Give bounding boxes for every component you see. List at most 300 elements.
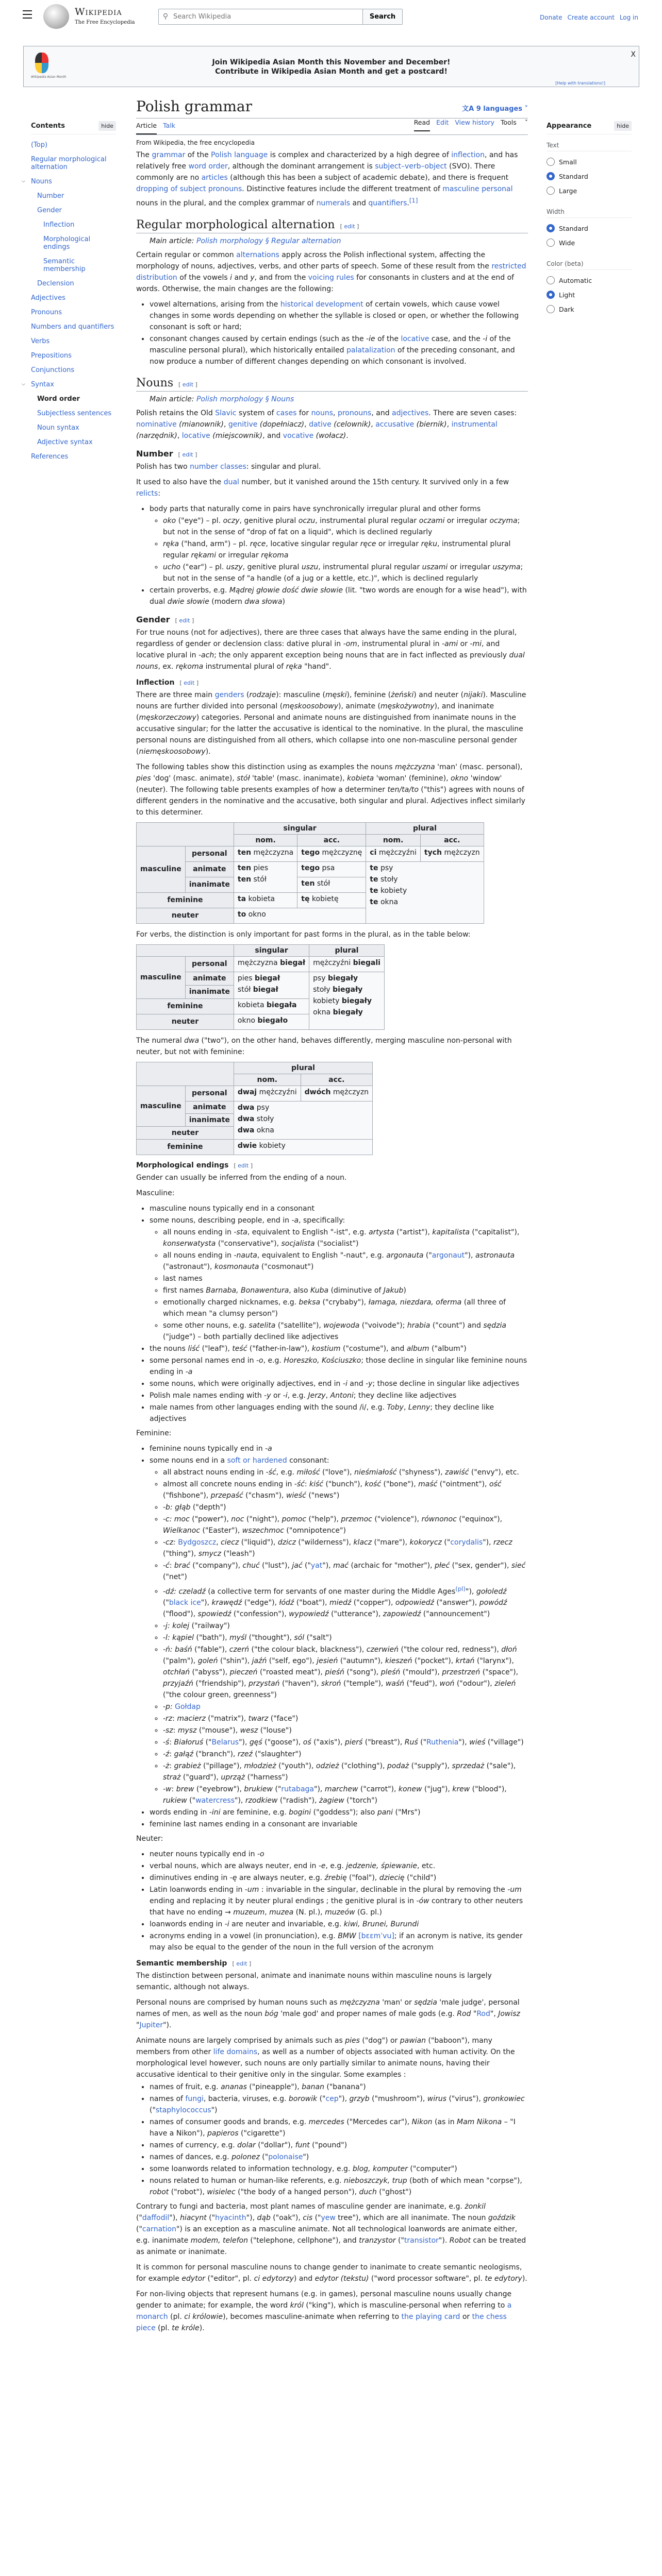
feminine-label: Feminine: [136, 1429, 172, 1437]
toc-item-label[interactable]: Syntax [31, 381, 54, 388]
toc-item[interactable] [31, 453, 116, 461]
toc-item[interactable] [31, 395, 116, 403]
row-header: personal [185, 1086, 234, 1101]
edit-link[interactable]: edit [236, 1960, 247, 1968]
toc-item[interactable] [31, 258, 116, 273]
emphasis-text: Jakub [383, 1286, 404, 1295]
inline-link[interactable]: watercress [195, 1797, 235, 1805]
emphasis-text: myśl [229, 1634, 247, 1642]
paragraph: Polish retains the Old Slavic system of cases for nouns, pronouns, and adjectives. There are seven cases: nominative (mianownik), genitive (dopełniacz), dative (celownik), accusative (biernik), instrumental (narzędnik), locative (miejscownik), and vocative (wołacz). [136, 409, 517, 440]
edit-link[interactable]: edit [184, 679, 195, 686]
emphasis-text: oś [303, 1738, 311, 1747]
tab-talk[interactable]: Talk [163, 122, 176, 129]
edit-section-link[interactable]: [ edit ] [340, 223, 359, 230]
table-form [313, 986, 380, 994]
list-item: • acronyms ending in a vowel (in pronunciation), e.g. BMW [bɛɛmˈvu]; if an acronym is native, its gender may also be equal to the gender of the noun in the full version of the acronym [150, 1930, 528, 1953]
inline-link[interactable]: locative [181, 431, 210, 440]
radio-button[interactable] [547, 158, 555, 166]
toc-item[interactable] [31, 337, 116, 345]
radio-button[interactable] [547, 187, 555, 195]
table-cell [234, 1014, 309, 1029]
inline-link[interactable]: a monarch [136, 2301, 512, 2321]
edit-link[interactable]: edit [238, 1162, 249, 1169]
emphasis-text: dzicz [277, 1538, 296, 1547]
inline-link[interactable]: the playing card [401, 2313, 460, 2321]
appearance-hide-button[interactable]: hide [614, 121, 632, 131]
appearance-radio-option[interactable] [547, 172, 632, 180]
help-translations-link[interactable]: [Help with translations!] [555, 81, 605, 86]
inline-link[interactable]: accusative [375, 420, 415, 429]
inline-link[interactable]: genitive [228, 420, 258, 429]
toc-item-label[interactable]: Numbers and quantifiers [31, 323, 114, 331]
emphasis-text: Jowisz [498, 2010, 520, 2019]
emphasis-text: -l: kąpiel [163, 1634, 194, 1642]
toc-item-label[interactable]: Subjectless sentences [37, 410, 112, 417]
page-tabs [136, 118, 528, 135]
row-header: inanimate [185, 985, 234, 998]
inline-link[interactable]: staphylococcus [155, 2106, 211, 2115]
toc-item[interactable] [22, 381, 116, 388]
toc-item[interactable] [22, 178, 116, 185]
table-form [238, 1088, 297, 1096]
tools-menu[interactable]: Tools ˅ [501, 118, 528, 134]
list-item: ◦ -ś: Białoruś ("Belarus"), gęś ("goose"), oś ("axis"), pierś ("breast"), Ruś ("Ruthenia"), wieś ("village") [163, 1737, 528, 1748]
toc-item[interactable] [31, 309, 116, 316]
emphasis-text: -a [291, 1216, 299, 1225]
edit-link[interactable]: edit [179, 617, 190, 624]
emphasis-text: spowiedź [197, 1610, 231, 1619]
row-header: feminine [137, 892, 234, 908]
table-cell [309, 956, 385, 972]
emphasis-text: bogini [289, 1808, 311, 1817]
row-header: feminine [137, 998, 234, 1014]
form-word: stół [317, 879, 330, 888]
tab-read[interactable]: Read [414, 118, 430, 131]
inline-link[interactable]: quantifiers [368, 199, 407, 208]
inline-link[interactable]: masculine personal [442, 185, 513, 193]
form-word: te [370, 875, 378, 884]
form-word: biegały [341, 996, 372, 1005]
toc-item-label[interactable]: References [31, 453, 69, 461]
appearance-header [547, 121, 632, 134]
radio-button[interactable] [547, 172, 555, 180]
emphasis-text: ci edytorzy [254, 2275, 294, 2283]
inline-link[interactable]: Polish language [211, 151, 268, 159]
inline-link[interactable]: soft or hardened [227, 1456, 287, 1465]
emphasis-text: -a [265, 1444, 272, 1453]
appearance-radio-option[interactable] [547, 276, 632, 284]
banner-message[interactable] [24, 58, 639, 76]
emphasis-text: rękoma [175, 662, 204, 671]
toc-item[interactable] [31, 141, 116, 149]
search-button[interactable]: Search [362, 9, 402, 24]
emphasis-text: oczami [419, 516, 445, 525]
form-word: kobiety [313, 996, 340, 1005]
form-word: mężczyzn [333, 1088, 369, 1096]
table-form [313, 974, 380, 982]
emphasis-text: uszyma [492, 563, 521, 571]
numeral-dwa-table [136, 1062, 373, 1155]
inline-link[interactable]: black ice [169, 1599, 201, 1607]
emphasis-text: ten/ta/to [387, 785, 419, 794]
inline-link[interactable]: the chess piece [136, 2313, 507, 2333]
emphasis-text: smycz [198, 1549, 221, 1558]
list-item: ◦ -ć: brać ("company"), chuć ("lust"), jać ("yat"), mać (archaic for "mother"), płeć ("sex, gender"), sieć ("net") [163, 1560, 528, 1583]
table-form [238, 1016, 305, 1025]
inline-link[interactable]: Bydgoszcz [178, 1538, 217, 1547]
appearance-radio-option[interactable] [547, 305, 632, 313]
inline-link[interactable]: daffodil [142, 2214, 170, 2223]
inline-link[interactable]: vocative [283, 431, 314, 440]
edit-section-link[interactable]: [ edit ] [232, 1960, 252, 1968]
radio-button[interactable] [547, 239, 555, 247]
search-icon: ⚲ [162, 12, 169, 21]
inline-link[interactable]: voicing rules [308, 273, 354, 282]
toc-item-label[interactable]: Declension [37, 280, 74, 287]
table-cell [297, 861, 366, 877]
toc-item[interactable] [31, 221, 116, 229]
inline-link[interactable]: relicts [136, 489, 158, 498]
emphasis-text: argonauta [386, 1251, 424, 1260]
list-item: • some personal names end in -o, e.g. Horeszko, Kościuszko; those decline in singular like feminine nouns ending in -a [150, 1355, 528, 1378]
toc-item-label[interactable]: Verbs [31, 337, 50, 345]
emphasis-text: Rod [457, 2010, 471, 2019]
radio-label: Standard [559, 172, 588, 180]
paragraph: It used to also have the dual number, but it vanished around the 15th century. It survived only in a few relicts: [136, 478, 509, 498]
inline-link[interactable]: dual [223, 478, 239, 486]
inline-link[interactable]: life domains [213, 2048, 258, 2057]
table-cell [234, 998, 309, 1014]
table-cell [234, 1139, 372, 1155]
inline-link[interactable]: Gołdap [175, 1703, 201, 1711]
inline-link[interactable]: argonaut [432, 1251, 465, 1260]
emphasis-text: mężczyzna [394, 762, 435, 771]
emphasis-text: (dopełniacz) [259, 420, 305, 429]
donate-link[interactable]: Donate [540, 14, 562, 21]
toc-item-label[interactable]: Gender [37, 207, 62, 214]
list-item: • Polish male names ending with -y or -i, e.g. Jerzy, Antoni; they decline like adjectives [150, 1390, 528, 1401]
chevron-down-icon[interactable]: ⌵ [22, 179, 25, 184]
search-input[interactable] [172, 9, 362, 24]
inline-link[interactable]: pronouns [337, 409, 372, 417]
toc-header [31, 121, 116, 134]
main-menu-icon[interactable] [23, 10, 32, 19]
edit-link[interactable]: edit [182, 451, 193, 458]
tab-edit[interactable]: Edit [436, 118, 449, 126]
inline-link[interactable]: word order [188, 162, 228, 171]
inline-link[interactable]: historical development [280, 300, 363, 309]
toc-item-label[interactable]: Noun syntax [37, 424, 79, 432]
emphasis-text: męskożywotny [380, 702, 435, 710]
form-word: psa [322, 863, 335, 872]
paragraph: Animate nouns are largely comprised by animals such as pies ("dog") or pawian ("baboon"), many members from other life domains, as well as a number of objects associated with human activity. On the morphological level however, such nouns are only partially similar to animate nouns, having their accusative identical to their genitive only in the singular. Some examples : [136, 2037, 515, 2079]
emphasis-text: pani [377, 1808, 393, 1817]
article-main [136, 88, 528, 2338]
table-cell [234, 861, 297, 892]
inline-link[interactable]: [bɛɛmˈvu] [358, 1932, 394, 1941]
emphasis-text: ręka [163, 539, 179, 548]
wikipedia-globe-logo[interactable] [43, 4, 69, 29]
radio-button[interactable] [547, 305, 555, 313]
emphasis-text: bóg [264, 2010, 278, 2019]
wikipedia-wordmark[interactable]: Wikipedia [75, 6, 122, 18]
radio-button[interactable] [547, 276, 555, 284]
toc-hide-button[interactable]: hide [98, 121, 116, 131]
emphasis-text: -p: [163, 1703, 175, 1711]
emphasis-text: płeć [435, 1561, 450, 1570]
table-cell [234, 1086, 301, 1101]
language-selector[interactable] [462, 103, 528, 113]
toc-item[interactable] [31, 235, 116, 251]
toc-item-label[interactable]: Adjectives [31, 294, 65, 302]
list-item: • names of dances, e.g. polonez ("polonaise") [150, 2151, 528, 2163]
inline-link[interactable]: cep [325, 2095, 339, 2104]
inline-link[interactable]: dropping of subject pronouns [136, 185, 242, 193]
appearance-radio-option[interactable] [547, 239, 632, 247]
toc-item-label[interactable]: Word order [37, 395, 80, 403]
emphasis-text: gałąź [174, 1750, 193, 1759]
emphasis-text: sprzedaż [452, 1762, 485, 1771]
toc-item-label[interactable]: Pronouns [31, 309, 62, 316]
citation-link[interactable]: [1] [409, 197, 418, 204]
inline-link[interactable]: cases [276, 409, 297, 417]
table-form [238, 864, 293, 872]
toc-item[interactable] [31, 410, 116, 417]
inline-link[interactable]: articles [201, 174, 228, 182]
radio-button[interactable] [547, 291, 555, 299]
inline-link[interactable]: grammar [152, 151, 186, 159]
form-word: tego [301, 848, 320, 857]
inline-link[interactable]: Polish morphology § Regular alternation [196, 236, 341, 245]
table-cell [420, 846, 484, 861]
inline-link[interactable]: nouns [311, 409, 334, 417]
table-cell [297, 846, 366, 861]
form-word: stoły [256, 1114, 274, 1123]
emphasis-text: okno [451, 774, 469, 783]
banner-line-1[interactable]: Join Wikipedia Asian Month this November and December! [212, 58, 451, 66]
toc-item-label[interactable]: Conjunctions [31, 366, 75, 374]
inline-link[interactable]: Polish morphology § Nouns [196, 395, 294, 403]
list-item: • verbal nouns, which are always neuter, end in -e, e.g. jedzenie, śpiewanie, etc. [150, 1860, 528, 1872]
emphasis-text: uszami [422, 563, 448, 571]
inline-link[interactable]: yat [310, 1561, 323, 1570]
emphasis-text: -a [185, 1367, 193, 1376]
inline-link[interactable]: yew [321, 2214, 336, 2223]
list-item: ◦ -ń: baśń ("fable"), czerń ("the colour black, blackness"), czerwień ("the colour red, redness"), dłoń ("palm"), goleń ("shin"), jaźń ("self, ego"), jesień ("autumn"), kieszeń ("pocket"), krtań ("larynx"), otchłań ("abyss"), pieczeń ("roasted meat"), pieśń ("song"), pleśń ("mould"), przestrzeń ("space"), przyjaźń ("friendship"), przystań ("haven"), skroń ("temple"), waśń ("feud"), woń ("odour"), zieleń ("the colour green, greenness") [163, 1644, 528, 1701]
edit-link[interactable]: edit [344, 223, 355, 230]
section-heading-semantic-membership [136, 1959, 528, 1968]
inline-link[interactable]: nominative [136, 420, 177, 429]
chevron-down-icon[interactable]: ⌵ [22, 382, 25, 387]
table-form [238, 1142, 369, 1150]
emphasis-text: rodzaje [249, 690, 276, 699]
row-header: masculine [137, 956, 186, 998]
list-item: • words ending in -ini are feminine, e.g. bogini ("goddess"); also pani ("Mrs") [150, 1807, 528, 1818]
tab-article[interactable]: Article [136, 122, 157, 134]
emphasis-text: sieć [511, 1561, 526, 1570]
toc-item[interactable] [31, 156, 116, 171]
toc-item-label[interactable]: Number [37, 192, 64, 200]
toc-item[interactable] [31, 294, 116, 302]
paragraph: For non-living objects that represent humans (e.g. in games), personal masculine nouns usually change gender to animate; for example, the word król ("king"), which is masculine-personal when referring to a monarch (pl. ci królowie), becomes masculine-animate when referring to the playing card or the chess piece (pl. te króle). [136, 2290, 512, 2333]
toc-item[interactable] [31, 192, 116, 200]
emphasis-text: miedź [329, 1599, 352, 1607]
form-word: psy [256, 1103, 270, 1112]
edit-link[interactable]: edit [182, 381, 194, 388]
inline-link[interactable]: alternations [236, 250, 279, 259]
emphasis-text: -cz: [163, 1538, 178, 1547]
inline-link[interactable]: inflection [451, 151, 485, 159]
emphasis-text: przystań [249, 1680, 280, 1688]
edit-section-link[interactable]: [ edit ] [175, 617, 194, 624]
inline-link[interactable]: Belarus [211, 1738, 239, 1747]
intro-paragraph: The grammar of the Polish language is complex and characterized by a high degree of inflection, and has relatively free word order, although the dominant arrangement is subject–verb–object (SVO). There commonly are no articles (although this has been a subject of academic debate), and there is frequent dropping of subject pronouns. Distinctive features include the different treatment of masculine personal nouns in the plural, and the complex grammar of numerals and quantifiers.[1] [136, 151, 518, 208]
emphasis-text: powódź [479, 1599, 507, 1607]
emphasis-text: oczyma [489, 516, 518, 525]
form-word: stół [237, 985, 251, 994]
log-in-link[interactable]: Log in [619, 14, 638, 21]
inline-link[interactable]: transistor [404, 2236, 439, 2245]
form-word: okno [237, 1016, 256, 1025]
heading-text: Inflection [136, 678, 175, 687]
bullet-list [136, 1203, 528, 1425]
emphasis-text: -rz [163, 1715, 173, 1723]
emphasis-text: Robot [449, 2236, 471, 2245]
paragraph: For verbs, the distinction is only important for past forms in the plural, as in the table below: [136, 930, 471, 939]
toc-item-label[interactable]: Adjective syntax [37, 438, 93, 446]
banner-line-2[interactable]: Contribute in Wikipedia Asian Month and get a postcard! [215, 67, 448, 76]
toc-item-label[interactable]: Prepositions [31, 352, 72, 360]
table-form [301, 879, 362, 888]
appearance-radio-option[interactable] [547, 158, 632, 166]
emphasis-text: -e [318, 1862, 326, 1871]
appearance-radio-option[interactable] [547, 291, 632, 299]
table-cell [297, 892, 366, 908]
inline-link[interactable]: Slavic [215, 409, 237, 417]
form-word: biegała [267, 1001, 297, 1009]
emphasis-text: otchłań [163, 1668, 190, 1677]
radio-button[interactable] [547, 224, 555, 232]
inline-link[interactable]: Jupiter [139, 2021, 163, 2030]
asian-month-logo-text: Wikipedia Asian Month [31, 75, 67, 79]
inline-link[interactable]: number classes [190, 462, 246, 471]
edit-section-link[interactable]: [ edit ] [178, 451, 197, 458]
appearance-radio-option[interactable] [547, 187, 632, 195]
inline-link[interactable]: genders [214, 690, 244, 699]
paragraph: Gender can usually be inferred from the ending of a noun. [136, 1173, 347, 1182]
table-cell [301, 1086, 372, 1101]
emphasis-text: hrabia [407, 1321, 431, 1330]
emphasis-text: niemęskoosobowy [139, 747, 206, 756]
toc-item[interactable] [31, 280, 116, 287]
inline-link[interactable]: Ruthenia [426, 1738, 459, 1747]
inline-link[interactable]: carnation [142, 2225, 176, 2234]
inline-link[interactable]: hyacinth [215, 2214, 246, 2223]
section-heading-number [136, 449, 528, 459]
emphasis-text: ananas [221, 2083, 247, 2092]
emphasis-text: pleśń [380, 1668, 401, 1677]
paragraph: The numeral dwa ("two"), on the other hand, behaves differently, merging masculine non-personal with neuter, but not with feminine: [136, 1036, 512, 1056]
toc-item-label[interactable]: Nouns [31, 178, 52, 185]
appearance-radio-option[interactable] [547, 224, 632, 232]
inline-link[interactable]: locative [401, 334, 429, 343]
edit-section-link[interactable]: [ edit ] [234, 1162, 253, 1169]
inline-link[interactable]: instrumental [451, 420, 498, 429]
emphasis-text: dwie słowie [167, 597, 209, 606]
inline-link[interactable]: numerals [316, 199, 351, 208]
inline-link[interactable]: polonaise [268, 2153, 303, 2162]
toc-item-label[interactable]: (Top) [31, 141, 48, 149]
emphasis-text: te edytory [485, 2275, 522, 2283]
inline-link[interactable]: fungi [185, 2095, 204, 2104]
toc-item[interactable] [31, 366, 116, 374]
toc-item-label[interactable]: Semantic membership [43, 258, 86, 273]
table-form [238, 1126, 369, 1134]
list-item: ◦ ucho ("ear") – pl. uszy, genitive plural uszu, instrumental plural regular uszami or irregular uszyma; but not in the sense of "a handle (of a jug or a kettle, etc.)", which is declined regularly [163, 562, 528, 584]
inline-link[interactable]: adjectives [392, 409, 429, 417]
inline-link[interactable]: subject–verb–object [375, 162, 447, 171]
toc-item[interactable] [31, 323, 116, 331]
citation-link[interactable]: (pl) [455, 1585, 466, 1592]
emphasis-text: -ń: baśń [163, 1646, 192, 1654]
emphasis-text: -c: moc [163, 1515, 190, 1523]
emphasis-text: (wołacz) [316, 431, 346, 440]
edit-section-link[interactable]: [ edit ] [179, 679, 199, 686]
table-form [301, 864, 362, 872]
inline-link[interactable]: rutabaga [281, 1785, 314, 1794]
toc-item[interactable] [31, 352, 116, 360]
table-cell [366, 861, 484, 923]
emphasis-text: Mam Nikona [457, 2118, 502, 2127]
table-form [238, 974, 305, 982]
col-header: acc. [420, 834, 484, 846]
toc-item-label[interactable]: Regular morphological alternation [31, 156, 107, 171]
toc-item-label[interactable]: Inflection [43, 221, 75, 229]
form-word: dwie [237, 1141, 257, 1150]
inline-link[interactable]: restricted distribution [136, 262, 526, 282]
emphasis-text: waśń [385, 1680, 405, 1688]
toc-item[interactable] [31, 424, 116, 432]
list-item: ◦ oko ("eye") – pl. oczy, genitive plural oczu, instrumental plural regular oczami or irregular oczyma; but not in the sense of "drop of fat on a liquid", which is declined regularly [163, 515, 528, 538]
table-cell [234, 846, 297, 861]
form-word: biegały [333, 1008, 363, 1016]
inline-link[interactable]: Rod [476, 2010, 490, 2019]
toc-item[interactable] [31, 207, 116, 214]
list-item: • some nouns end in a soft or hardened consonant: ◦ all abstract nouns ending in -ść, e.g. miłość ("love"), nieśmiałość ("shyness"), zawiść ("envy"), etc. ◦ almost all concrete nouns ending in -ść: kiść ("bunch"), kość ("bone"), maść ("ointment"), ość ("fishbone"), przepaść ("chasm"), wieść ("news") ◦ -b: głąb ("depth") ◦ -c: moc ("power"), noc ("night"), pomoc ("help"), przemoc ("violence"), równonoc ("equinox"), Wielkanoc ("Easter"), wszechmoc ("omnipotence") ◦ -cz: Bydgoszcz, ciecz ("liquid"), dzicz ("wilderness"), klacz ("mare"), kokorycz ("corydalis"), rzecz ("thing"), smycz ("leash") ◦ -ć: brać ("company"), chuć ("lust"), jać ("yat"), mać (archaic for "mother"), płeć ("sex, gender"), sieć ("net") ◦ -dź: czeladź (a collective term for servants of one master during the Middle Ages$^{(pl)}$"), gołoledź ("black ice"), krawędź ("edge"), łódź ("boat"), miedź ("copper"), odpowiedź ("answer"), powódź ("flood"), spowiedź ("confession"), wypowiedź ("utterance"), zapowiedź ("announcement") ◦ -j: kolej ("railway") ◦ -l: kąpiel ("bath"), myśl ("thought"), sól ("salt") ◦ -ń: baśń ("fable"), czerń ("the colour black, blackness"), czerwień ("the colour red, redness"), dłoń ("palm"), goleń ("shin"), jaźń ("self, ego"), jesień ("autumn"), kieszeń ("pocket"), krtań ("larynx"), otchłań ("abyss"), pieczeń ("roasted meat"), pieśń ("song"), pleśń ("mould"), przestrzeń ("space"), przyjaźń ("friendship"), przystań ("haven"), skroń ("temple"), waśń ("feud"), woń ("odour"), zieleń ("the colour green, greenness") ◦ -p: Gołdap ◦ -rz: macierz ("matrix"), twarz ("face") ◦ -sz: mysz ("mouse"), wesz ("louse") ◦ -ś: Białoruś ("Belarus"), gęś ("goose"), oś ("axis"), pierś ("breast"), Ruś ("Ruthenia"), wieś ("village") ◦ -ź: gałąź ("branch"), rzeź ("slaughter") ◦ -ż: grabież ("pillage"), młodzież ("youth"), odzież ("clothing"), podaż ("supply"), sprzedaż ("sale"), straż ("guard"), uprząż ("harness") ◦ -w: brew ("eyebrow"), brukiew ("rutabaga"), marchew ("carrot"), konew ("jug"), krew ("blood"), rukiew ("watercress"), rzodkiew ("radish"), żagiew ("torch") [150, 1455, 528, 1807]
inline-link[interactable]: dative [309, 420, 332, 429]
toc-item[interactable] [31, 438, 116, 446]
emphasis-text: Nikon [411, 2118, 433, 2127]
tab-view-history[interactable]: View history [455, 118, 494, 126]
emphasis-text: jesień [317, 1657, 338, 1666]
inline-link[interactable]: palatalization [346, 346, 395, 354]
form-word: ta [237, 894, 246, 903]
emphasis-text: łódź [279, 1599, 294, 1607]
emphasis-text: -ść [294, 1480, 305, 1488]
table-form [313, 997, 380, 1005]
form-word: ten [237, 875, 252, 884]
toc-item-label[interactable]: Morphological endings [43, 235, 91, 251]
emphasis-text: przemoc [341, 1515, 372, 1523]
create-account-link[interactable]: Create account [567, 14, 615, 21]
form-word: stół [253, 875, 267, 884]
emphasis-text: wojewoda [323, 1321, 360, 1330]
inline-link[interactable]: corydalis [450, 1538, 483, 1547]
close-icon[interactable]: X [631, 50, 636, 59]
emphasis-text: pomoc [282, 1515, 306, 1523]
edit-section-link[interactable]: [ edit ] [178, 381, 197, 388]
form-word: mężczyznę [322, 848, 362, 857]
